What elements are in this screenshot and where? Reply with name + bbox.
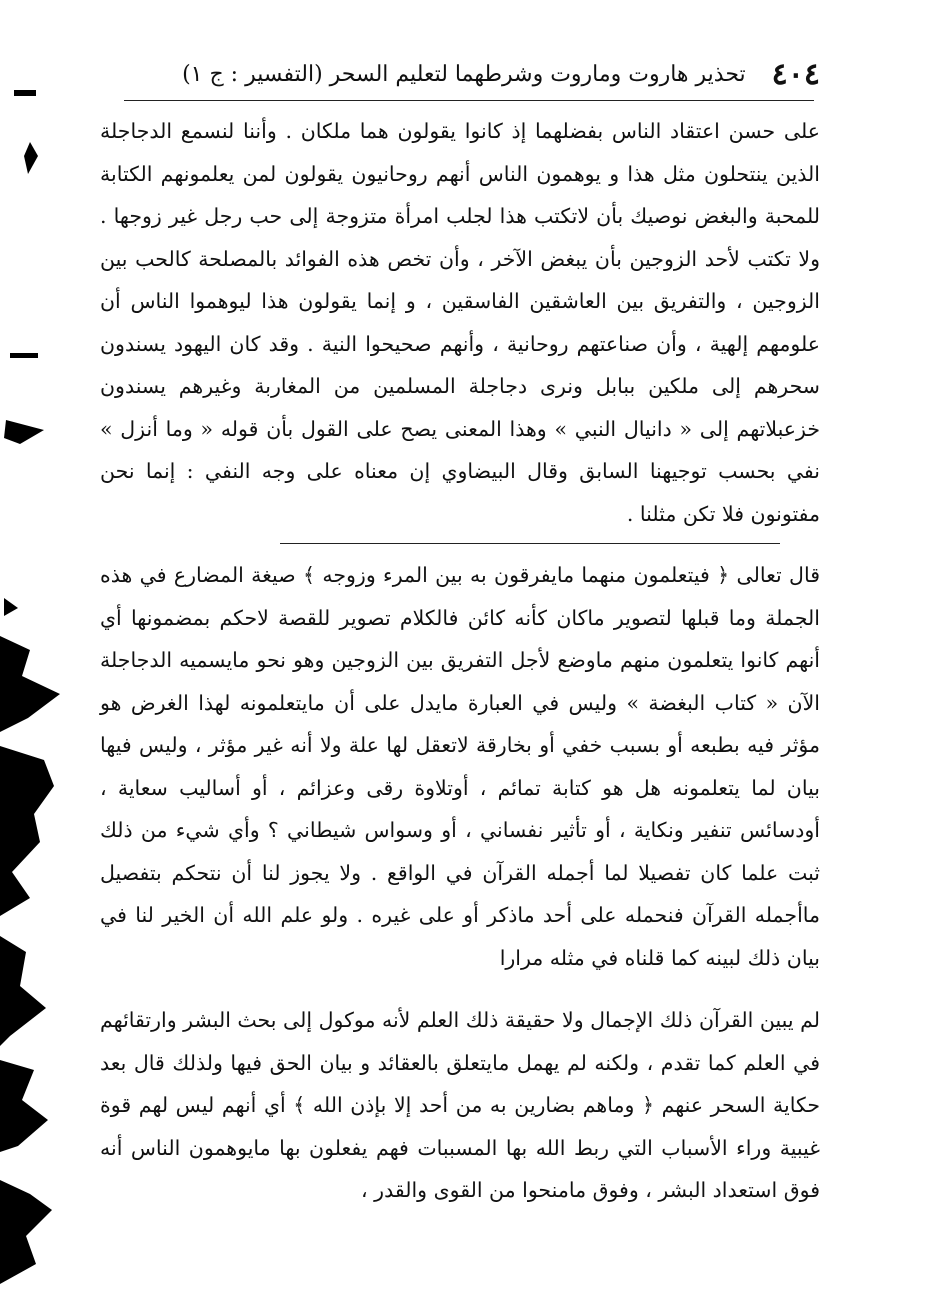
binding-shadow [0,1060,60,1300]
scan-artifact-mark [0,86,36,100]
paragraph-gap [100,979,820,999]
section-divider [280,543,780,544]
header-title: تحذير هاروت وماروت وشرطهما لتعليم السحر (التفسير : ج ١) [182,61,746,87]
running-header [120,52,820,96]
binding-shadow [0,636,70,1056]
page-number: ٤٠٤ [771,56,820,92]
scan-artifact-mark [0,138,40,178]
paragraph-3: لم يبين القرآن ذلك الإجمال ولا حقيقة ذلك العلم لأنه موكول إلى بحث البشر وارتقائهم في العلم كما تقدم ، ولكنه لم يهمل مايتعلق بالعقائد و بيان الحق فيها ولذلك قال بعد حكاية السحر عنهم ﴿ وماهم بضارين به من أحد إلا بإذن الله ﴾ أي أنهم ليس لهم قوة غيبية وراء الأسباب التي ربط الله بها المسببات فهم يفعلون بها مايوهمون الناس أنه فوق استعداد البشر ، وفوق مامنحوا من القوى والقدر ، [100,1008,820,1202]
scan-artifact-mark [0,412,50,452]
scan-artifact-mark [0,350,40,362]
paragraph-1: على حسن اعتقاد الناس بفضلهما إذ كانوا يقولون هما ملكان . وأننا لنسمع الدجاجلة الذين ينتحلون مثل هذا و يوهمون الناس أنهم روحانيون يقولون لمن يعلمونهم الكتابة للمحبة والبغض نوصيك بأن لاتكتب هذا لجلب امرأة متزوجة إلى حب رجل غير زوجها . ولا تكتب لأحد الزوجين بأن يبغض الآخر ، وأن تخص هذه الفوائد بالمصلحة كالحب بين الزوجين ، والتفريق بين العاشقين الفاسقين ، و إنما يقولون هذا ليوهموا الناس أن علومهم إلهية ، وأن صناعتهم روحانية ، وأنهم صحيحوا النية . وقد كان اليهود يسندون سحرهم إلى ملكين ببابل ونرى دجاجلة المسلمين من المغاربة وغيرهم يسندون خزعبلاتهم إلى « دانيال النبي » وهذا المعنى يصح على القول بأن قوله « وما أنزل » نفي بحسب توجيهنا السابق وقال البيضاوي إن معناه على وجه النفي : إنما نحن مفتونون فلا تكن مثلنا . [100,119,820,526]
header-rule [124,100,814,101]
body-text [100,110,820,1212]
paragraph-2: قال تعالى ﴿ فيتعلمون منهما مايفرقون به بين المرء وزوجه ﴾ صيغة المضارع في هذه الجملة وما قبلها لتصوير ماكان كأنه كائن فالكلام تصوير للقصة لاحكم بمضمونها أي أنهم كانوا يتعلمون منهم ماوضع لأجل التفريق بين الزوجين وهو نحو مايسميه الدجاجلة الآن « كتاب البغضة » وليس في العبارة مايدل على أن مايتعلمونه لهذا الغرض هو مؤثر فيه بطبعه أو بسبب خفي أو بخارقة لاتعقل لها علة ولا أنه غير مؤثر ، وليس فيها بيان لما يتعلمونه هل هو كتابة تمائم ، أوتلاوة رقى وعزائم ، أو أساليب سعاية ، أودسائس تنفير ونكاية ، أو تأثير نفساني ، أو وسواس شيطاني ؟ وأي شيء من ذلك ثبت علما كان تفصيلا لما أجمله القرآن في الواقع . ولا يجوز لنا أن نتحكم بتفصيل ماأجمله القرآن فنحمله على أحد ماذكر أو على غيره . ولو علم الله أن الخير لنا في بيان ذلك لبينه كما قلناه في مثله مرارا [100,563,820,970]
scan-artifact-mark [0,596,24,620]
